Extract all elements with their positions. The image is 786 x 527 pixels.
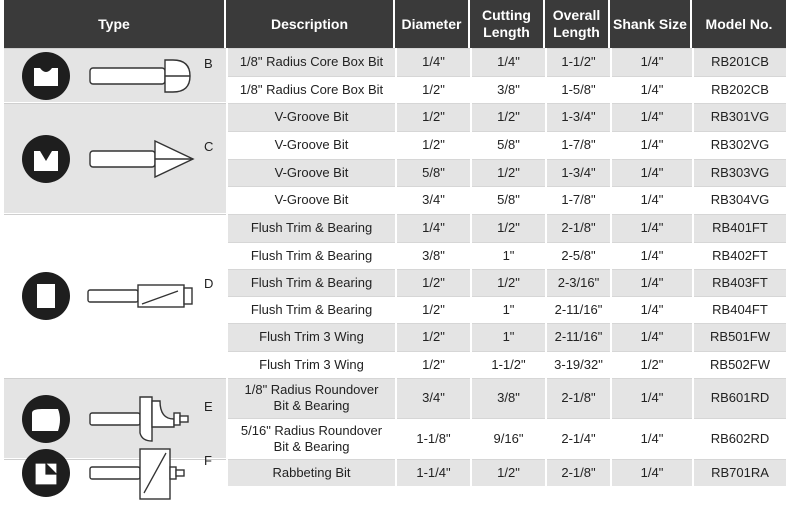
cell-overall-length: 1-1/2"	[545, 48, 610, 76]
v-groove-bit-icon	[18, 129, 218, 189]
cell-diameter: 1/2"	[395, 131, 470, 159]
cell-overall-length: 2-11/16"	[545, 296, 610, 323]
cell-model-no: RB201CB	[692, 48, 786, 76]
cell-overall-length: 2-1/8"	[545, 378, 610, 418]
cell-shank-size: 1/4"	[610, 323, 692, 351]
cell-shank-size: 1/2"	[610, 351, 692, 378]
rabbeting-bit-icon	[18, 443, 218, 503]
header-overall-length: Overall Length	[545, 0, 610, 48]
cell-cutting-length: 1/2"	[470, 214, 545, 242]
type-label-c: C	[204, 138, 214, 154]
cell-model-no: RB301VG	[692, 103, 786, 131]
cell-shank-size: 1/4"	[610, 103, 692, 131]
cell-diameter: 5/8"	[395, 159, 470, 186]
cell-description: 5/16" Radius Roundover Bit & Bearing	[226, 418, 395, 459]
cell-shank-size: 1/4"	[610, 214, 692, 242]
cell-shank-size: 1/4"	[610, 296, 692, 323]
cell-diameter: 1/2"	[395, 269, 470, 296]
cell-model-no: RB602RD	[692, 418, 786, 459]
cell-shank-size: 1/4"	[610, 48, 692, 76]
cell-overall-length: 2-5/8"	[545, 242, 610, 269]
cell-shank-size: 1/4"	[610, 131, 692, 159]
cell-description: Flush Trim 3 Wing	[226, 351, 395, 378]
cell-overall-length: 3-19/32"	[545, 351, 610, 378]
cell-description: V-Groove Bit	[226, 159, 395, 186]
cell-overall-length: 1-3/4"	[545, 159, 610, 186]
cell-description: V-Groove Bit	[226, 186, 395, 214]
cell-model-no: RB303VG	[692, 159, 786, 186]
cell-model-no: RB701RA	[692, 459, 786, 486]
cell-diameter: 1/2"	[395, 296, 470, 323]
header-description: Description	[226, 0, 395, 48]
cell-shank-size: 1/4"	[610, 459, 692, 486]
cell-description: Flush Trim & Bearing	[226, 214, 395, 242]
cell-cutting-length: 1/4"	[470, 48, 545, 76]
cell-diameter: 3/8"	[395, 242, 470, 269]
cell-cutting-length: 1"	[470, 242, 545, 269]
cell-cutting-length: 1/2"	[470, 103, 545, 131]
cell-model-no: RB302VG	[692, 131, 786, 159]
cell-description: Flush Trim & Bearing	[226, 269, 395, 296]
cell-cutting-length: 1-1/2"	[470, 351, 545, 378]
cell-shank-size: 1/4"	[610, 378, 692, 418]
cell-description: V-Groove Bit	[226, 103, 395, 131]
type-label-d: D	[204, 276, 214, 291]
cell-model-no: RB401FT	[692, 214, 786, 242]
cell-description: 1/8" Radius Core Box Bit	[226, 48, 395, 76]
cell-model-no: RB202CB	[692, 76, 786, 103]
cell-overall-length: 1-7/8"	[545, 131, 610, 159]
cell-cutting-length: 1/2"	[470, 269, 545, 296]
roundover-bit-icon	[18, 389, 218, 449]
type-label-b: B	[204, 55, 213, 71]
cell-overall-length: 2-1/8"	[545, 214, 610, 242]
core-box-bit-icon	[18, 46, 218, 106]
cell-diameter: 1/4"	[395, 214, 470, 242]
cell-cutting-length: 1/2"	[470, 459, 545, 486]
cell-model-no: RB402FT	[692, 242, 786, 269]
cell-cutting-length: 5/8"	[470, 131, 545, 159]
cell-shank-size: 1/4"	[610, 159, 692, 186]
cell-model-no: RB304VG	[692, 186, 786, 214]
cell-overall-length: 1-3/4"	[545, 103, 610, 131]
cell-shank-size: 1/4"	[610, 242, 692, 269]
cell-shank-size: 1/4"	[610, 418, 692, 459]
cell-description: 1/8" Radius Core Box Bit	[226, 76, 395, 103]
header-diameter: Diameter	[395, 0, 470, 48]
header-type: Type	[4, 0, 226, 48]
header-cutting-length: Cutting Length	[470, 0, 545, 48]
cell-diameter: 1/2"	[395, 351, 470, 378]
cell-cutting-length: 1"	[470, 323, 545, 351]
cell-model-no: RB403FT	[692, 269, 786, 296]
cell-overall-length: 2-1/8"	[545, 459, 610, 486]
cell-model-no: RB501FW	[692, 323, 786, 351]
cell-overall-length: 2-3/16"	[545, 269, 610, 296]
cell-diameter: 1/2"	[395, 76, 470, 103]
cell-description: V-Groove Bit	[226, 131, 395, 159]
header-shank-size: Shank Size	[610, 0, 692, 48]
cell-diameter: 3/4"	[395, 186, 470, 214]
cell-description: Rabbeting Bit	[226, 459, 395, 486]
header-model-no: Model No.	[692, 0, 786, 48]
cell-diameter: 1-1/4"	[395, 459, 470, 486]
cell-overall-length: 1-7/8"	[545, 186, 610, 214]
cell-description: Flush Trim & Bearing	[226, 296, 395, 323]
cell-model-no: RB404FT	[692, 296, 786, 323]
cell-description: Flush Trim & Bearing	[226, 242, 395, 269]
cell-description: 1/8" Radius Roundover Bit & Bearing	[226, 378, 395, 418]
cell-description: Flush Trim 3 Wing	[226, 323, 395, 351]
flush-trim-bit-icon	[18, 266, 218, 326]
cell-cutting-length: 1"	[470, 296, 545, 323]
cell-model-no: RB601RD	[692, 378, 786, 418]
cell-diameter: 1-1/8"	[395, 418, 470, 459]
cell-diameter: 1/2"	[395, 323, 470, 351]
cell-shank-size: 1/4"	[610, 186, 692, 214]
cell-diameter: 1/2"	[395, 103, 470, 131]
cell-model-no: RB502FW	[692, 351, 786, 378]
cell-cutting-length: 3/8"	[470, 76, 545, 103]
cell-overall-length: 1-5/8"	[545, 76, 610, 103]
cell-shank-size: 1/4"	[610, 76, 692, 103]
cell-diameter: 3/4"	[395, 378, 470, 418]
cell-cutting-length: 1/2"	[470, 159, 545, 186]
cell-shank-size: 1/4"	[610, 269, 692, 296]
cell-cutting-length: 5/8"	[470, 186, 545, 214]
type-label-e: E	[204, 398, 213, 414]
cell-diameter: 1/4"	[395, 48, 470, 76]
type-label-f: F	[204, 452, 212, 468]
cell-cutting-length: 9/16"	[470, 418, 545, 459]
cell-overall-length: 2-11/16"	[545, 323, 610, 351]
cell-overall-length: 2-1/4"	[545, 418, 610, 459]
cell-cutting-length: 3/8"	[470, 378, 545, 418]
